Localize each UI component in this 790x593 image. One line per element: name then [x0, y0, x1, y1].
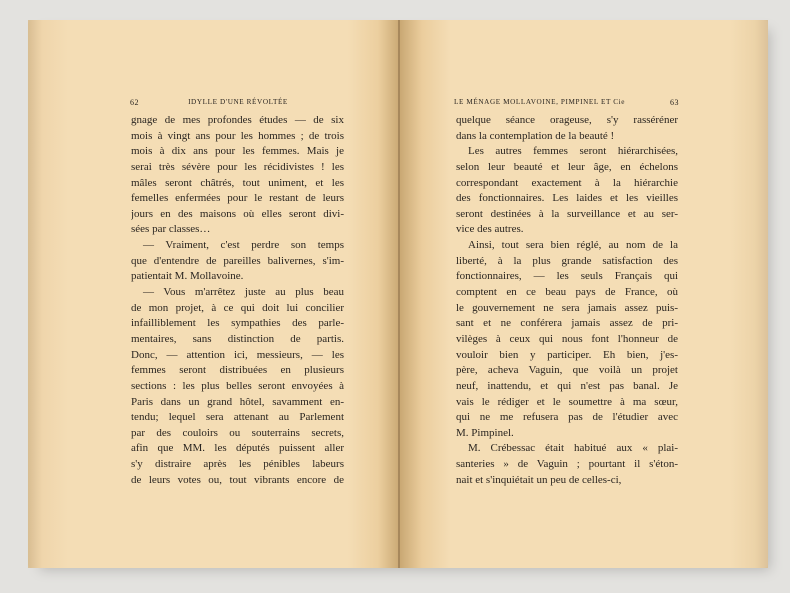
- text-line: tendu; lequel sera attenant au Parlement: [131, 411, 344, 424]
- text-line: père, acheva Vaguin, que voilà un projet: [456, 364, 678, 377]
- text-line: selon leur beauté et leur âge, en échelons: [456, 160, 678, 173]
- text-line: Les autres femmes seront hiérarchisées,: [468, 145, 678, 158]
- text-line: gnage de mes profondes études — de six: [131, 114, 344, 126]
- text-line: vais le rédiger et le soumettre à ma sœur,: [456, 395, 678, 408]
- text-line: dans la contemplation de la beauté !: [456, 129, 615, 142]
- text-line: fonctionnaires, — les seuls Français qui: [456, 270, 678, 283]
- text-line: Ainsi, tout sera bien réglé, au nom de la: [468, 239, 678, 252]
- text-line: mois à vingt ans pour les hommes ; de trois: [131, 129, 344, 142]
- text-line: le gouvernement ne sera jamais assez puis-: [456, 301, 678, 314]
- left-running-head: [130, 98, 345, 107]
- text-line: comptent en ce beau pays de France, où: [456, 286, 678, 299]
- text-line: — Vous m'arrêtez juste au plus beau: [143, 286, 344, 299]
- text-line: liberté, à la plus grande satisfaction des: [456, 254, 678, 267]
- text-line: seront destinées à la surveillance et au ser-: [456, 207, 678, 220]
- text-line: par des couloirs ou souterrains secrets,: [131, 426, 344, 439]
- text-line: patientait M. Mollavoine.: [131, 270, 244, 283]
- text-line: — Vraiment, c'est perdre son temps: [143, 239, 344, 252]
- text-line: sées par classes…: [131, 223, 211, 236]
- text-line: sections : les plus belles seront envoyées à: [131, 379, 344, 392]
- text-line: mois à dix ans pour les femmes. Mais je: [131, 145, 344, 158]
- text-line: santeries » de Vaguin ; pourtant il s'éton-: [456, 458, 678, 471]
- text-line: de mon projet, à ce qui doit lui concilier: [131, 301, 344, 314]
- text-line: femelles enfermées pour le restant de leurs: [131, 192, 344, 205]
- text-line: M. Crébessac était habitué aux « plai-: [468, 442, 678, 455]
- text-line: vice des autres.: [456, 223, 524, 236]
- text-line: afin que MM. les députés puissent aller: [131, 442, 344, 455]
- text-line: mentaires, sans distinction de partis.: [131, 332, 344, 345]
- right-page-text: [456, 113, 678, 488]
- right-running-head: [454, 98, 679, 107]
- text-line: vouloir bien y participer. Eh bien, j'es-: [456, 348, 678, 361]
- text-line: jours en des maisons où elles seront divi-: [131, 207, 344, 220]
- text-line: Donc, — attention ici, messieurs, — les: [131, 348, 344, 361]
- text-line: nait et s'inquiétait un peu de celles-ci,: [456, 473, 622, 486]
- text-line: de leurs votes ou, tout vibrants encore de: [131, 473, 344, 486]
- text-line: sant et ne conférera jamais assez de pri-: [456, 317, 678, 330]
- text-line: mâles seront châtrés, tout uniment, et les: [131, 176, 344, 189]
- text-line: s'y distraire après les pénibles labeurs: [131, 458, 344, 471]
- open-book: [28, 20, 768, 568]
- left-page: [28, 20, 400, 568]
- text-line: qui ne me refusera pas de l'étudier avec: [456, 411, 678, 424]
- left-running-title: IDYLLE D'UNE RÉVOLTÉE: [188, 98, 288, 106]
- right-page: [400, 20, 768, 568]
- text-line: infailliblement les sympathies des parle-: [131, 317, 344, 330]
- left-page-number: 62: [130, 98, 139, 107]
- text-line: femmes seront distribuées en plusieurs: [131, 364, 344, 377]
- text-line: des fonctionnaires. Les laides et les vieilles: [456, 192, 678, 205]
- text-line: M. Pimpinel.: [456, 426, 514, 439]
- left-page-text: [131, 113, 344, 488]
- text-line: vilèges à ceux qui nous font l'honneur de: [456, 332, 678, 345]
- text-line: correspondant exactement à la hiérarchie: [456, 176, 678, 189]
- text-line: que d'entendre de pareilles balivernes, s'im-: [131, 254, 344, 267]
- text-line: quelque séance orageuse, s'y rasséréner: [456, 114, 678, 126]
- right-page-number: 63: [670, 98, 679, 107]
- text-line: serai très sévère pour les récidivistes ! les: [131, 160, 344, 173]
- text-line: neuf, inattendu, et qui n'est pas banal. Je: [456, 379, 678, 392]
- text-line: Paris dans un grand hôtel, savamment en-: [131, 395, 344, 408]
- right-running-title: LE MÉNAGE MOLLAVOINE, PIMPINEL ET Cie: [454, 98, 625, 106]
